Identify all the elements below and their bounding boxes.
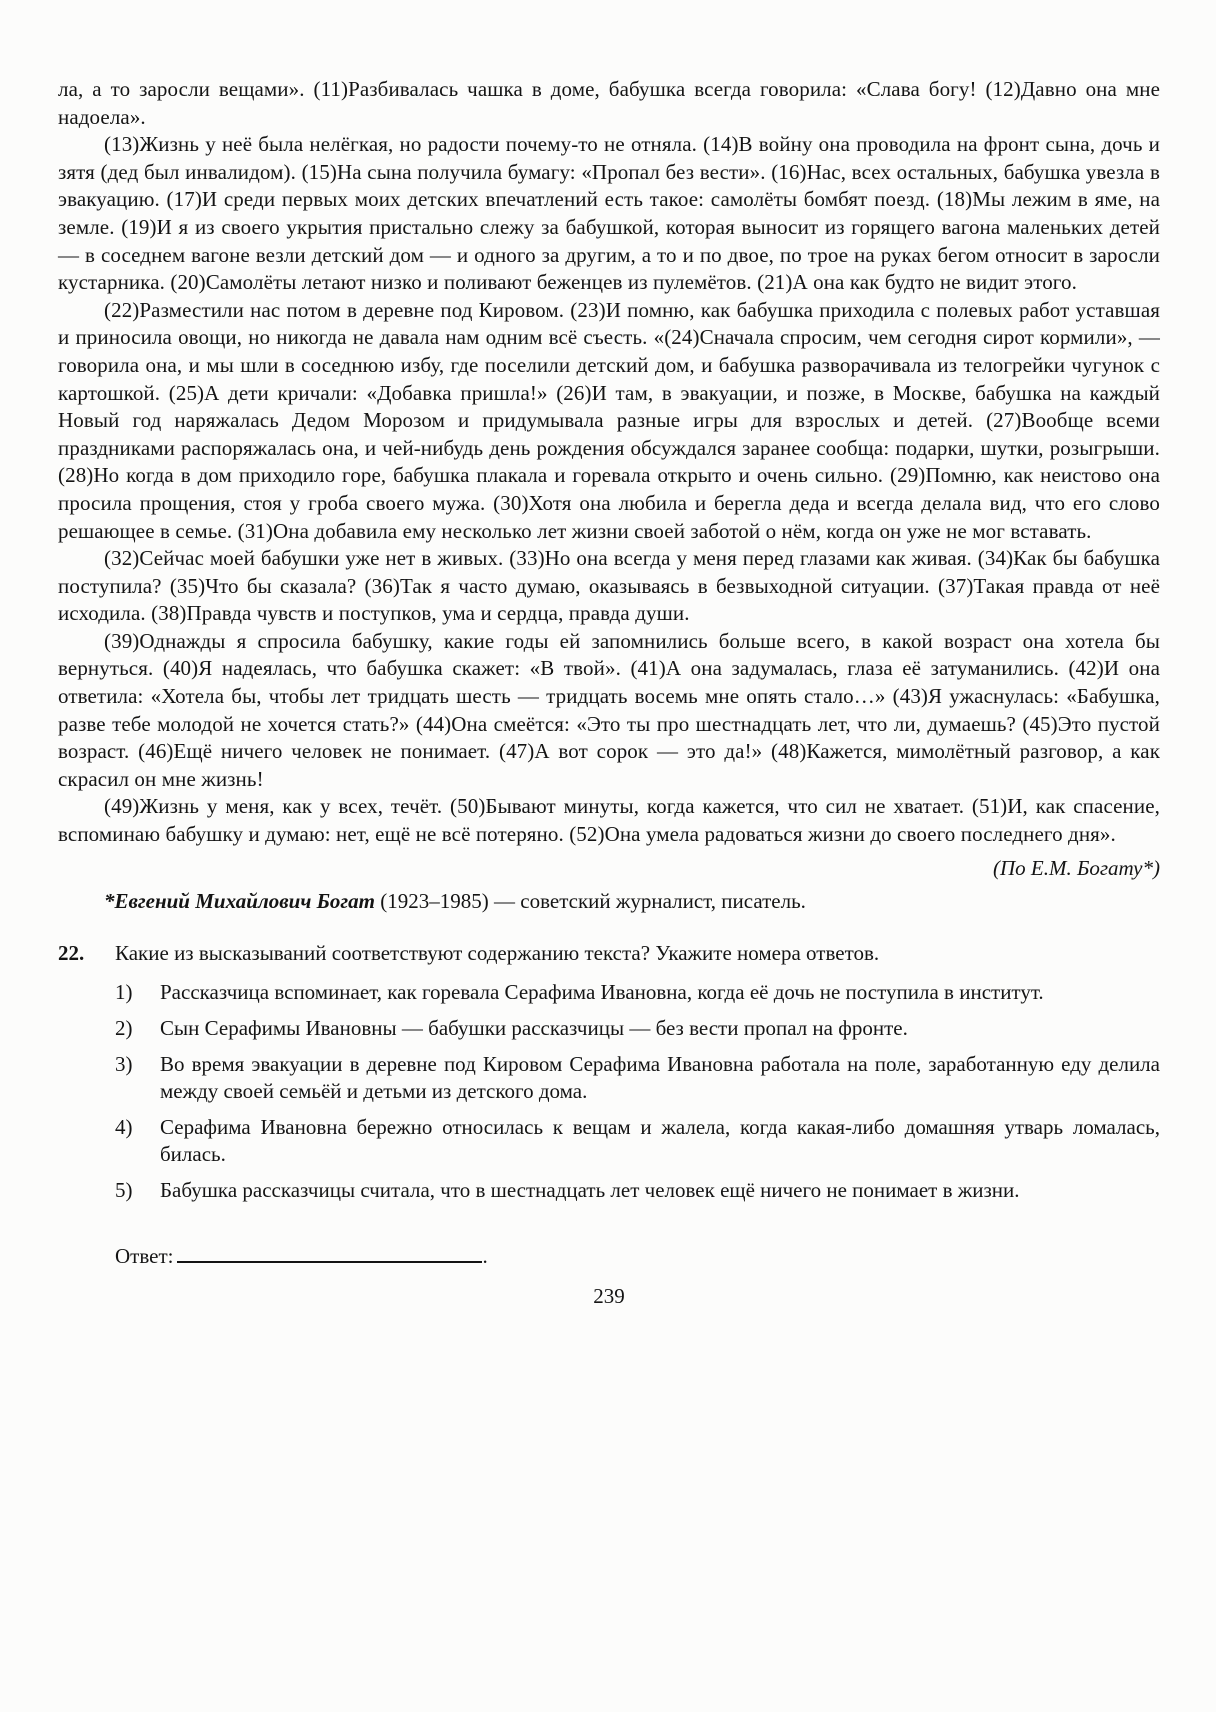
text-paragraph: (32)Сейчас моей бабушки уже нет в живых. (33)Но она всегда у меня перед глазами как живая. (34)Как бы бабушка поступила? (35)Что бы сказала? (36)Так я часто думаю, оказываясь в безвыходной ситуации. (37)Такая правда от неё исходила. (38)Правда чувств и поступков, ума и сердца, правда души. — [58, 546, 1160, 626]
option-5 — [115, 1177, 1160, 1205]
option-number: 1) — [115, 980, 133, 1005]
author-note — [58, 888, 1160, 916]
text-paragraph: (39)Однажды я спросила бабушку, какие годы ей запомнились больше всего, в какой возраст она хотела бы вернуться. (40)Я надеялась, что бабушка скажет: «В твой». (41)А она задумалась, глаза её затуманились. (42)И она ответила: «Хотела бы, чтобы лет тридцать шесть — тридцать восемь мне опять стало…» (43)Я ужаснулась: «Бабушка, разве тебе молодой не хочется стать?» (44)Она смеётся: «Это ты про шестнадцать лет, что ли, думаешь? (45)Это пустой возраст. (46)Ещё ничего человек не понимает. (47)А вот сорок — это да!» (48)Кажется, мимолётный разговор, а как скрасил он мне жизнь! — [58, 628, 1160, 791]
option-number: 2) — [115, 1016, 133, 1040]
reading-text — [58, 76, 1160, 849]
option-text: Сын Серафимы Ивановны — бабушки рассказчицы — без вести пропал на фронте. — [160, 1016, 908, 1040]
option-text: Во время эвакуации в деревне под Кировом Серафима Ивановна работала на поле, заработанную еду делила между своей семьёй и детьми из детского дома. — [160, 1051, 1160, 1104]
question-number: 22. — [58, 940, 85, 965]
text-paragraph: (49)Жизнь у меня, как у всех, течёт. (50)Бывают минуты, когда кажется, что сил не хватает. (51)И, как спасение, вспоминаю бабушку и думаю: нет, ещё не всё потеряно. (52)Она умела радоваться жизни до своего последнего дня». — [58, 794, 1160, 847]
option-number: 4) — [115, 1114, 133, 1139]
option-number: 5) — [115, 1177, 133, 1202]
option-text: Серафима Ивановна бережно относилась к вещам и жалела, когда какая-либо домашняя утварь ломалась, билась. — [160, 1114, 1160, 1167]
answer-label: Ответ: — [115, 1243, 174, 1268]
text-attribution: (По Е.М. Богату*) — [992, 855, 1160, 880]
answer-options — [115, 979, 1160, 1204]
answer-row — [115, 1241, 1160, 1271]
question-prompt: Какие из высказываний соответствуют содержанию текста? Укажите номера ответов. — [115, 940, 880, 965]
text-paragraph: (22)Разместили нас потом в деревне под Кировом. (23)И помню, как бабушка приходила с полевых работ уставшая и приносила овощи, но никогда не давала нам одним всё съесть. «(24)Сначала спросим, чем сегодня сирот кормили», — говорила она, и мы шли в соседнюю избу, где поселили детский дом, и бабушка разворачивала из телогрейки чугунок с картошкой. (25)А дети кричали: «Добавка пришла!» (26)И там, в эвакуации, и позже, в Москве, бабушка на каждый Новый год наряжалась Дедом Морозом и придумывала разные игры для взрослых и детей. (27)Вообще всеми праздниками распоряжалась она, и чей-нибудь день рождения обсуждался заранее сообща: подарки, шутки, розыгрыши. (28)Но когда в дом приходило горе, бабушка плакала и горевала открыто и очень сильно. (29)Помню, как неистово она просила прощения, стоя у гроба своего мужа. (30)Хотя она любила и берегла деда и всегда делала вид, что его слово решающее в семье. (31)Она добавила ему несколько лет жизни своей заботой о нём, когда он уже не мог вставать. — [58, 297, 1160, 543]
author-note-rest: (1923–1985) — советский журналист, писатель. — [375, 889, 806, 914]
question-header — [58, 940, 1160, 968]
page-number: 239 — [593, 1284, 625, 1309]
option-3 — [115, 1051, 1160, 1106]
option-text: Бабушка рассказчицы считала, что в шестнадцать лет человек ещё ничего не понимает в жизни. — [160, 1177, 1020, 1202]
option-1 — [115, 979, 1160, 1007]
text-paragraph: ла, а то заросли вещами». (11)Разбивалась чашка в доме, бабушка всегда говорила: «Слава богу! (12)Давно она мне надоела». — [58, 77, 1160, 129]
text-paragraph: (13)Жизнь у неё была нелёгкая, но радости почему-то не отняла. (14)В войну она проводила на фронт сына, дочь и зятя (дед был инвалидом). (15)На сына получила бумагу: «Пропал без вести». (16)Нас, всех остальных, бабушка увезла в эвакуацию. (17)И среди первых моих детских впечатлений есть такое: самолёты бомбят поезд. (18)Мы лежим в яме, на земле. (19)И я из своего укрытия пристально слежу за бабушкой, которая выносит из горящего вагона маленьких детей — в соседнем вагоне везли детский дом — и одного за другим, а то и по двое, по трое на руках бегом относит в заросли кустарника. (20)Самолёты летают низко и поливают беженцев из пулемётов. (21)А она как будто не видит этого. — [58, 132, 1160, 295]
option-2 — [115, 1015, 1160, 1043]
option-text: Рассказчица вспоминает, как горевала Серафима Ивановна, когда её дочь не поступила в институт. — [160, 980, 1044, 1005]
option-4 — [115, 1114, 1160, 1169]
option-number: 3) — [115, 1051, 133, 1076]
answer-period: . — [482, 1243, 488, 1268]
author-name: *Евгений Михайлович Богат — [104, 889, 376, 914]
question-22 — [58, 940, 1160, 1270]
answer-blank-line — [177, 1241, 482, 1263]
